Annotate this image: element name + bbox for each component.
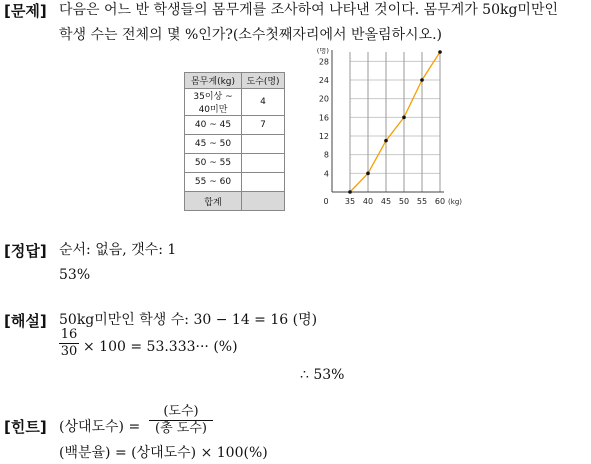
- x-tick-label: 55: [416, 197, 428, 206]
- explanation-line1: 50kg미만인 학생 수: 30 − 14 = 16 (명): [59, 312, 318, 328]
- table-header-weight: 몸무게(kg): [185, 73, 242, 89]
- x-tick-label: 35: [344, 197, 356, 206]
- explanation-tag: [해설]: [4, 312, 47, 330]
- hint-fraction: [149, 405, 213, 436]
- series-line: [350, 52, 440, 192]
- class-count: [242, 154, 285, 173]
- hint-fraction-numerator: (도수): [163, 404, 199, 419]
- class-count: 7: [242, 116, 285, 135]
- answer-line1: 순서: 없음, 갯수: 1: [59, 242, 177, 258]
- x-tick-label: 60: [434, 197, 446, 206]
- total-count: [242, 192, 285, 211]
- explanation-conclusion: ∴ 53%: [300, 367, 345, 383]
- x-tick-label: 50: [398, 197, 410, 206]
- frequency-table: [184, 72, 285, 211]
- table-row: [185, 154, 285, 173]
- explanation-line2: × 100 = 53.333··· (%): [83, 339, 238, 355]
- hint-fraction-denominator: (총 도수): [155, 421, 207, 436]
- data-point: [438, 50, 442, 54]
- data-point: [366, 172, 370, 176]
- problem-text-line2: 학생 수는 전체의 몇 %인가?(소수첫째자리에서 반올림하시오.): [59, 27, 443, 43]
- class-count: 4: [242, 89, 285, 116]
- y-axis-unit: (명): [316, 48, 329, 55]
- class-interval: 40 ~ 45: [185, 116, 242, 135]
- class-interval: 55 ~ 60: [185, 173, 242, 192]
- answer-line2: 53%: [59, 267, 91, 283]
- problem-text-line1: 다음은 어느 반 학생들의 몸무게를 조사하여 나타낸 것이다. 몸무게가 50kg미만인: [59, 2, 559, 18]
- x-tick-label: 40: [362, 197, 374, 206]
- table-total-row: [185, 192, 285, 211]
- class-count: [242, 173, 285, 192]
- hint-tag: [힌트]: [4, 418, 47, 436]
- y-tick-label: 8: [323, 150, 329, 160]
- class-interval: 35이상 ~ 40미만: [185, 89, 242, 116]
- class-count: [242, 135, 285, 154]
- y-tick-label: 20: [318, 94, 329, 104]
- class-interval: 50 ~ 55: [185, 154, 242, 173]
- table-row: [185, 116, 285, 135]
- data-point: [402, 116, 406, 120]
- explanation-fraction: [59, 328, 79, 359]
- answer-tag: [정답]: [4, 242, 47, 260]
- cumulative-frequency-chart: [308, 48, 468, 208]
- data-point: [348, 190, 352, 194]
- hint-lhs: (상대도수) =: [59, 419, 141, 435]
- y-tick-label: 12: [318, 132, 329, 141]
- table-row: [185, 135, 285, 154]
- y-tick-label: 28: [318, 57, 329, 67]
- y-tick-label: 16: [318, 113, 329, 123]
- table-row: [185, 173, 285, 192]
- hint-line2: (백분율) = (상대도수) × 100(%): [59, 445, 268, 461]
- table-row: [185, 89, 285, 116]
- total-label: 합계: [185, 192, 242, 211]
- data-point: [384, 139, 388, 143]
- x-axis-unit: (kg): [448, 198, 462, 206]
- fraction-denominator: 30: [60, 344, 78, 359]
- class-interval: 45 ~ 50: [185, 135, 242, 154]
- y-tick-label: 4: [323, 169, 329, 179]
- table-header-count: 도수(명): [242, 73, 285, 89]
- fraction-numerator: 16: [60, 327, 78, 342]
- y-tick-label: 24: [318, 76, 329, 85]
- problem-tag: [문제]: [4, 2, 47, 20]
- x-tick-label: 45: [380, 197, 392, 206]
- data-point: [420, 78, 424, 82]
- x-tick-label: 0: [323, 197, 329, 206]
